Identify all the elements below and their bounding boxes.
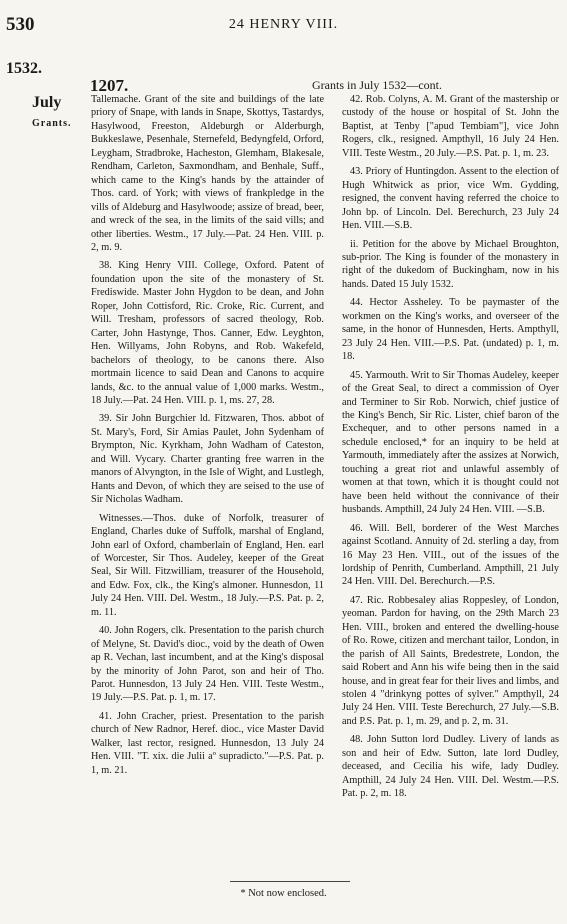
right-column: [342, 93, 559, 806]
entry-paragraph: 42. Rob. Colyns, A. M. Grant of the mastership or custody of the house or hospital of St. John the Baptist, at Tenby ["apud Tembiam"], vice John Rogers, clk., resigned. Ampthyll, 16 July 24 Hen. VIII. Teste Westm., 20 July.—P.S. Pat. p. 1, m. 23.: [342, 94, 559, 159]
entry-number: 1207.: [90, 76, 129, 95]
entry-paragraph: 39. Sir John Burgchier ld. Fitzwaren, Thos. abbot of St. Mary's, Ford, Sir Amias Paulet, John Sydenham of Brympton, Nic. Kyrkham, John Wadham of Cateston, and Will. Vycary. Charter granting free warren in the manors of Alvyngton, in the Isle of Wight, and Lustlegh, Hants and Devon, of which they are seised to the use of Sir Nicholas Wadham.: [91, 413, 324, 506]
entry-paragraph: 44. Hector Assheley. To be paymaster of the workmen on the King's works, and overseer of the same, in the honor of Hunnesden, Herts. Ampthyll, 23 July 24 Hen. VIII.—P.S. Pat. (undated) p. 1, m. 18.: [342, 297, 559, 363]
entry-paragraph: 40. John Rogers, clk. Presentation to the parish church of Melyne, St. David's dioc., void by the death of Owen ap R. Vechan, last incumbent, and at the King's disposal by the minority of John Parot, son and heir of Tho. Parot. Hunnesdon, 13 July 24 Hen. VIII. Teste Westm., 19 July.—P.S. Pat. p. 1, m. 17.: [91, 625, 324, 704]
entry-paragraph: 46. Will. Bell, borderer of the West Marches against Scotland. Annuity of 2d. sterling a day, from 16 May 23 Hen. VIII., out of the issues of the lordship of Penrith, Cumberland. Ampthill, 21 July 24 Hen. VIII. Del. Berechurch.—P.S.: [342, 522, 559, 588]
margin-month: July: [32, 94, 62, 111]
margin-grants: Grants.: [32, 118, 72, 129]
page-number: 530: [6, 14, 35, 35]
running-head: 24 HENRY VIII.: [228, 17, 339, 32]
entry-paragraph: 47. Ric. Robbesaley alias Roppesley, of London, yeoman. Pardon for having, on the 29th March 23 Hen. VIII., broken and entered the dwelling-house of Ro. Rowe, citizen and merchant tailor, London, in the parish of All Saints, Bredestrete, London, the said Robert and Ann his wife being then in the said house, and in great fear for their lives and limbs, and stolen 4 "drinkyng pottes of sylver." Ampthyll, 24 July 24 Hen. VIII. Teste Berechurch, 27 July.—S.B. and P.S. Pat. p. 1, m. 29, and p. 2, m. 31.: [342, 594, 559, 727]
year-label: 1532.: [6, 60, 42, 77]
entry-paragraph: 43. Priory of Huntingdon. Assent to the election of Hugh Whitwick as prior, vice Wm. Gydding, resigned, the convent having referred the choice to John bp. of Lincoln. Del. Berechurch, 23 July 24 Hen. VIII.—S.B.: [342, 166, 559, 232]
entry-paragraph: Witnesses.—Thos. duke of Norfolk, treasurer of England, Charles duke of Suffolk, marshal of England, John earl of Oxford, chamberlain of England, Hen. earl of Worcester, Sir Thos. Audeley, keeper of the Great Seal, Sir Will. Fitzwilliam, treasurer of the Household, and Edw. Fox, clk., the King's almoner. Hunnesdon, 11 July 24 Hen. VIII. Del. Westm., 18 July.—P.S. Pat. p. 2, m. 11.: [91, 512, 324, 618]
footnote: * Not now enclosed.: [240, 888, 327, 899]
entry-paragraph: 48. John Sutton lord Dudley. Livery of lands as son and heir of Edw. Sutton, late lord Dudley, deceased, and Cecilia his wife, lady Dudley. Ampthill, 24 July 24 Hen. VIII. Del. Westm.—P.S. Pat. p. 2, m. 18.: [342, 734, 559, 800]
entry-paragraph: ii. Petition for the above by Michael Broughton, sub-prior. The King is founder of the monastery in right of the dukedom of Buckingham, now in his hands. Dated 15 July 1532.: [342, 238, 559, 290]
entry-paragraph: 38. King Henry VIII. College, Oxford. Patent of foundation upon the site of the monastery of St. Frediswide. Master John Hygdon to be dean, and John Roper, John Cottisford, Ric. Croke, Ric. Current, and Will. Tresham, professors of sacred theology, Rob. Carter, John Hastynge, Thos. Canner, Edw. Leyghton, Hen. Willyams, John Robyns, and Rob. Wakefeld, bachelors of theology, to be canons there. Also mortmain licence to said Dean and Canons to acquire lands, &c. to the annual value of 1,000 marks. Westm., 18 July.—Pat. 24 Hen. VIII. p. 1, ms. 27, 28.: [91, 260, 324, 406]
footnote-divider: [230, 881, 350, 882]
entry-paragraph: Tallemache. Grant of the site and buildings of the late priory of Snape, with lands in Snape, Skottys, Tastardys, Hasylwood, Freeston, Aldeburgh or Alderburgh, Bukkeslawe, Pesenhale, Sternefeld, Bedyngfeld, Orford, Leygham, Stradbroke, Hacheston, Glemham, Blakesale, Rendham, Carleton, Saxmondham, and Benhale, Suff., which came to the King's hands by the attainder of Thos. card. of York; with views of frankpledge in the vills of Aldeburg and Hasylwoode; assize of bread, beer, and wreck of the sea, in the limits of the said vills; and other liberties. Westm., 17 July.—Pat. 24 Hen. VIII. p. 2, m. 9.: [91, 94, 324, 253]
entry-paragraph: 45. Yarmouth. Writ to Sir Thomas Audeley, keeper of the Great Seal, to direct a commission of Oyer and Terminer to Sir Rob. Norwich, chief justice of the King's Bench, Sir Ric. Lister, chief baron of the Exchequer, and to other persons named in a schedule enclosed,* for an inquiry to be held at Yarmouth, immediately after the assizes at Norwich, touching a great riot and unlawful assembly of women at that town, which it is thought could not have been held without the connivance of their husbands. Ampthill, 24 July 24 Hen. VIII. —S.B.: [342, 369, 559, 516]
entry-paragraph: 41. John Cracher, priest. Presentation to the parish church of New Radnor, Heref. dioc., vice Master David Walker, last rector, resigned. Hunnesdon, 13 July 24 Hen. VIII. "T. xix. die Julii aº supradicto."—P.S. Pat. p. 1, m. 21.: [91, 710, 324, 776]
left-column: [91, 93, 324, 782]
section-title: Grants in July 1532—cont.: [312, 78, 442, 92]
